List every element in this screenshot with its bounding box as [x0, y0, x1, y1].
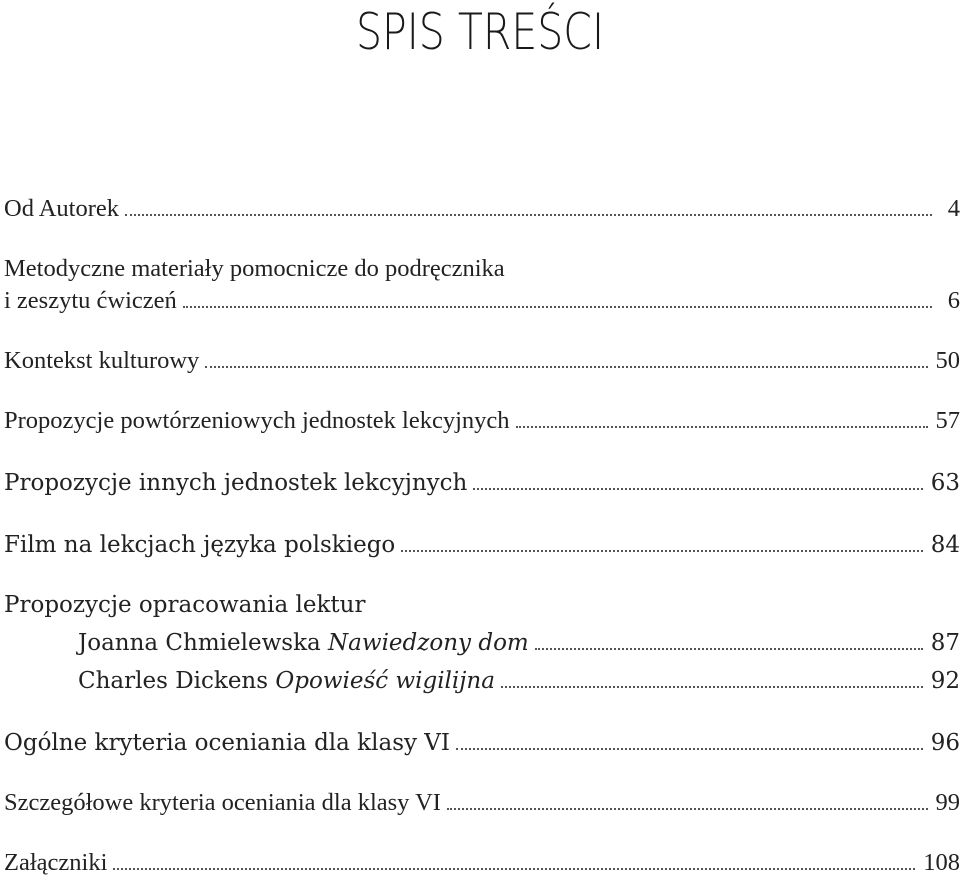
toc-entry-work: Nawiedzony dom — [328, 630, 529, 656]
toc-entry-label: Propozycje innych jednostek lekcyjnych — [4, 470, 468, 496]
toc-entry-dickens — [78, 664, 960, 696]
dot-leader — [183, 306, 932, 308]
toc-entry-author: Charles Dickens — [78, 668, 269, 694]
toc-entry-page: 87 — [930, 630, 960, 656]
toc-entry-label: i zeszytu ćwiczeń — [4, 287, 177, 314]
dot-leader — [125, 214, 932, 216]
toc-entry-chmielewska — [78, 626, 960, 658]
dot-leader — [535, 648, 923, 650]
toc-entry-page: 84 — [930, 532, 960, 558]
dot-leader — [447, 808, 928, 810]
toc-entry-page: 6 — [947, 287, 960, 314]
toc-section-lektury: Propozycje opracowania lektur — [4, 592, 366, 618]
dot-leader — [516, 426, 928, 428]
toc-entry-page: 99 — [935, 789, 960, 816]
toc-entry-label: Załączniki — [4, 849, 108, 876]
toc-entry-page: 92 — [930, 668, 960, 694]
toc-entry-innych — [4, 466, 960, 498]
toc-entry-label: Szczegółowe kryteria oceniania dla klasy VI — [4, 789, 441, 816]
toc-entry-kontekst — [4, 344, 960, 376]
toc-entry-label: Propozycje powtórzeniowych jednostek lekcyjnych — [4, 407, 510, 434]
dot-leader — [113, 868, 915, 870]
toc-entry-page: 57 — [935, 407, 960, 434]
toc-entry-author: Joanna Chmielewska — [78, 630, 321, 656]
toc-entry-label: Od Autorek — [4, 195, 119, 222]
toc-entry-page: 50 — [935, 347, 960, 374]
dot-leader — [473, 488, 922, 490]
toc-entry-label: Kontekst kulturowy — [4, 347, 200, 374]
toc-entry-page: 108 — [923, 849, 960, 876]
dot-leader — [501, 686, 923, 688]
toc-entry-page: 4 — [947, 195, 960, 222]
dot-leader — [401, 550, 922, 552]
toc-entry-zalaczniki — [4, 846, 960, 878]
toc-entry-label: Ogólne kryteria oceniania dla klasy VI — [4, 730, 450, 756]
toc-entry-label: Film na lekcjach języka polskiego — [4, 532, 396, 558]
dot-leader — [205, 366, 927, 368]
toc-entry-label — [78, 628, 529, 658]
page-title: SPIS TREŚCI — [355, 3, 605, 61]
toc-entry-film — [4, 528, 960, 560]
toc-entry-od-autorek — [4, 192, 960, 224]
toc-entry-page: 63 — [930, 470, 960, 496]
toc-entry-szczegolowe — [4, 786, 960, 818]
toc-entry-metodyczne-line1: Metodyczne materiały pomocnicze do podręcznika — [4, 255, 505, 282]
toc-entry-powtorzeniowe — [4, 404, 960, 436]
toc-entry-metodyczne — [4, 284, 960, 316]
toc-entry-page: 96 — [930, 730, 960, 756]
dot-leader — [456, 748, 923, 750]
toc-entry-label — [78, 666, 495, 696]
toc-entry-work: Opowieść wigilijna — [275, 668, 495, 694]
toc-entry-ogolne — [4, 726, 960, 758]
